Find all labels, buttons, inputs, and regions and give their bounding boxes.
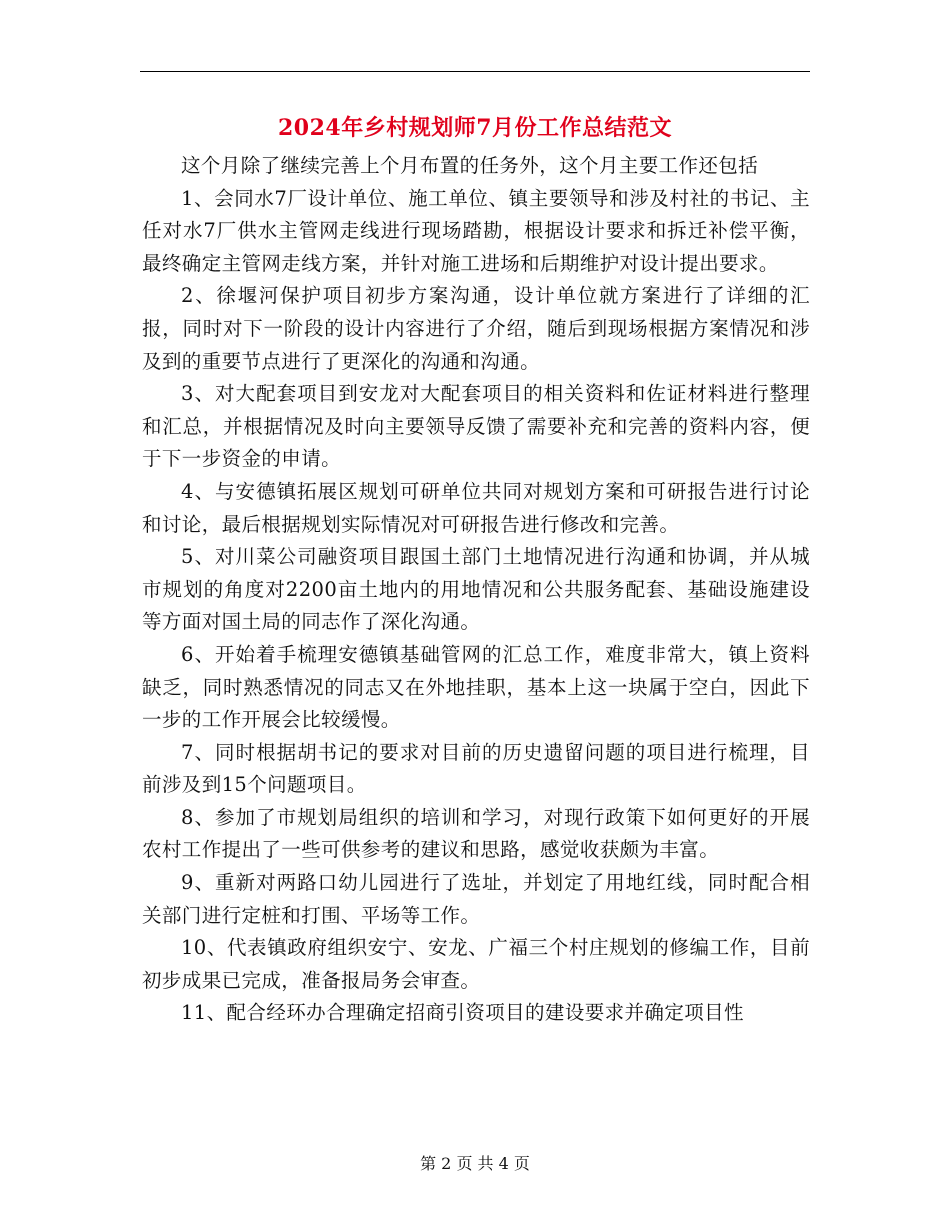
document-title: 2024年乡村规划师7月份工作总结范文 xyxy=(277,115,673,141)
item-paragraph-4: 4、与安德镇拓展区规划可研单位共同对规划方案和可研报告进行讨论和讨论，最后根据规划实际情况对可研报告进行修改和完善。 xyxy=(142,479,810,536)
item-paragraph-7: 7、同时根据胡书记的要求对目前的历史遗留问题的项目进行梳理，目前涉及到15个问题项目。 xyxy=(142,740,810,797)
item-paragraph-6: 6、开始着手梳理安德镇基础管网的汇总工作，难度非常大，镇上资料缺乏，同时熟悉情况的同志又在外地挂职，基本上这一块属于空白，因此下一步的工作开展会比较缓慢。 xyxy=(142,642,810,732)
page-number-footer: 第 2 页 共 4 页 xyxy=(420,1154,530,1173)
document-body xyxy=(142,150,810,1030)
intro-paragraph: 这个月除了继续完善上个月布置的任务外，这个月主要工作还包括 xyxy=(181,154,759,177)
item-paragraph-1: 1、会同水7厂设计单位、施工单位、镇主要领导和涉及村社的书记、主任对水7厂供水主管网走线进行现场踏勘，根据设计要求和拆迁补偿平衡，最终确定主管网走线方案，并针对施工进场和后期维护对设计提出要求。 xyxy=(142,186,810,275)
item-paragraph-9: 9、重新对两路口幼儿园进行了选址，并划定了用地红线，同时配合相关部门进行定桩和打围、平场等工作。 xyxy=(142,871,810,927)
header-rule xyxy=(140,71,810,72)
item-paragraph-10: 10、代表镇政府组织安宁、安龙、广福三个村庄规划的修编工作，目前初步成果已完成，准备报局务会审查。 xyxy=(142,936,810,992)
item-paragraph-3: 3、对大配套项目到安龙对大配套项目的相关资料和佐证材料进行整理和汇总，并根据情况及时向主要领导反馈了需要补充和完善的资料内容，便于下一步资金的申请。 xyxy=(142,382,810,471)
item-paragraph-11: 11、配合经环办合理确定招商引资项目的建设要求并确定项目性 xyxy=(181,1001,744,1025)
item-paragraph-2: 2、徐堰河保护项目初步方案沟通，设计单位就方案进行了详细的汇报，同时对下一阶段的设计内容进行了介绍，随后到现场根据方案情况和涉及到的重要节点进行了更深化的沟通和沟通。 xyxy=(142,284,810,373)
item-paragraph-8: 8、参加了市规划局组织的培训和学习，对现行政策下如何更好的开展农村工作提出了一些可供参考的建议和思路，感觉收获颇为丰富。 xyxy=(142,805,810,862)
item-paragraph-5: 5、对川菜公司融资项目跟国土部门土地情况进行沟通和协调，并从城市规划的角度对2200亩土地内的用地情况和公共服务配套、基础设施建设等方面对国土局的同志作了深化沟通。 xyxy=(142,545,810,634)
